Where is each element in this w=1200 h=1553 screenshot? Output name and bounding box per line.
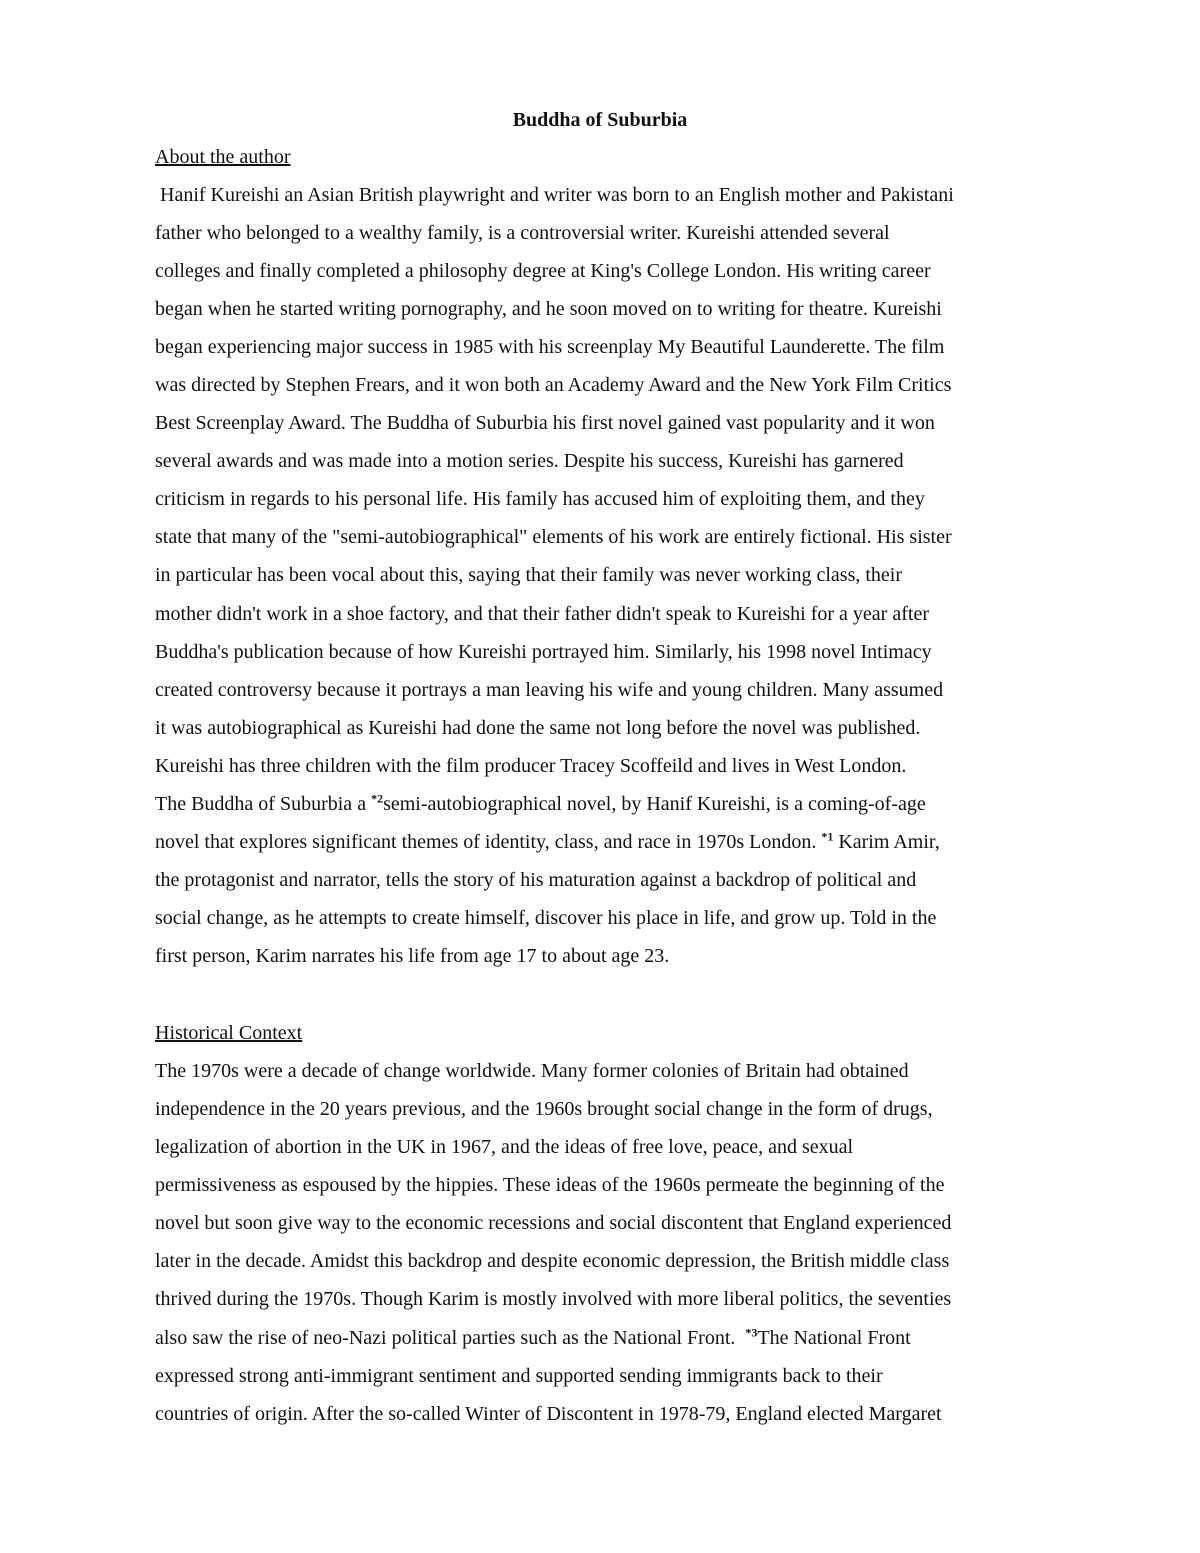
paragraph-line: mother didn't work in a shoe factory, and that their father didn't speak to Kureishi for a year after [155,603,929,625]
paragraph-line: The 1970s were a decade of change worldwide. Many former colonies of Britain had obtained [155,1060,909,1082]
paragraph-line: first person, Karim narrates his life from age 17 to about age 23. [155,945,670,967]
paragraph-line [155,790,926,818]
paragraph-line: colleges and finally completed a philosophy degree at King's College London. His writing career [155,260,931,282]
paragraph-line: began when he started writing pornography, and he soon moved on to writing for theatre. Kureishi [155,298,942,320]
paragraph-line: created controversy because it portrays a man leaving his wife and young children. Many assumed [155,679,944,701]
paragraph-line: countries of origin. After the so-called Winter of Discontent in 1978-79, England elected Margaret [155,1403,942,1425]
paragraph-line: Best Screenplay Award. The Buddha of Suburbia his first novel gained vast popularity and it won [155,412,935,434]
paragraph-line: thrived during the 1970s. Though Karim is mostly involved with more liberal politics, the seventies [155,1288,952,1310]
paragraph-line: social change, as he attempts to create himself, discover his place in life, and grow up. Told in the [155,907,937,929]
text-run: Karim Amir, [833,831,940,853]
paragraph-line: later in the decade. Amidst this backdrop and despite economic depression, the British middle class [155,1250,950,1272]
section-heading-about-author: About the author [155,146,291,168]
footnote-marker: *3 [745,1325,758,1340]
footnote-marker: *2 [371,791,384,806]
paragraph-line: began experiencing major success in 1985 with his screenplay My Beautiful Launderette. The film [155,336,945,358]
paragraph-line: several awards and was made into a motion series. Despite his success, Kureishi has garnered [155,450,904,472]
paragraph-line: novel but soon give way to the economic recessions and social discontent that England experienced [155,1212,952,1234]
paragraph-line: legalization of abortion in the UK in 1967, and the ideas of free love, peace, and sexual [155,1136,854,1158]
paragraph-line [155,828,940,856]
paragraph-line: expressed strong anti-immigrant sentiment and supported sending immigrants back to their [155,1365,883,1387]
text-run: The Buddha of Suburbia a [155,793,372,815]
paragraph-line: Hanif Kureishi an Asian British playwright and writer was born to an English mother and Pakistani [155,184,954,206]
text-run: The National Front [757,1327,911,1349]
paragraph-line: was directed by Stephen Frears, and it won both an Academy Award and the New York Film Critics [155,374,952,396]
paragraph-line: state that many of the "semi-autobiographical" elements of his work are entirely fictional. His sister [155,526,952,548]
paragraph-line: the protagonist and narrator, tells the story of his maturation against a backdrop of political and [155,869,917,891]
paragraph-line: criticism in regards to his personal life. His family has accused him of exploiting them, and they [155,488,925,510]
paragraph-line [155,1324,911,1352]
footnote-marker: *1 [821,829,834,844]
paragraph-line: permissiveness as espoused by the hippies. These ideas of the 1960s permeate the beginning of the [155,1174,945,1196]
text-run: novel that explores significant themes of identity, class, and race in 1970s London. [155,831,822,853]
paragraph-line: father who belonged to a wealthy family, is a controversial writer. Kureishi attended several [155,222,890,244]
text-run: semi-autobiographical novel, by Hanif Kureishi, is a coming-of-age [383,793,926,815]
section-heading-historical-context: Historical Context [155,1022,303,1044]
paragraph-line: in particular has been vocal about this, saying that their family was never working class, their [155,564,903,586]
document-title: Buddha of Suburbia [512,109,688,131]
paragraph-line: Buddha's publication because of how Kureishi portrayed him. Similarly, his 1998 novel Intimacy [155,641,932,663]
paragraph-line: it was autobiographical as Kureishi had done the same not long before the novel was published. [155,717,921,739]
text-run: also saw the rise of neo-Nazi political parties such as the National Front. [155,1327,746,1349]
paragraph-line: Kureishi has three children with the film producer Tracey Scoffeild and lives in West London. [155,755,907,777]
paragraph-line: independence in the 20 years previous, and the 1960s brought social change in the form of drugs, [155,1098,933,1120]
